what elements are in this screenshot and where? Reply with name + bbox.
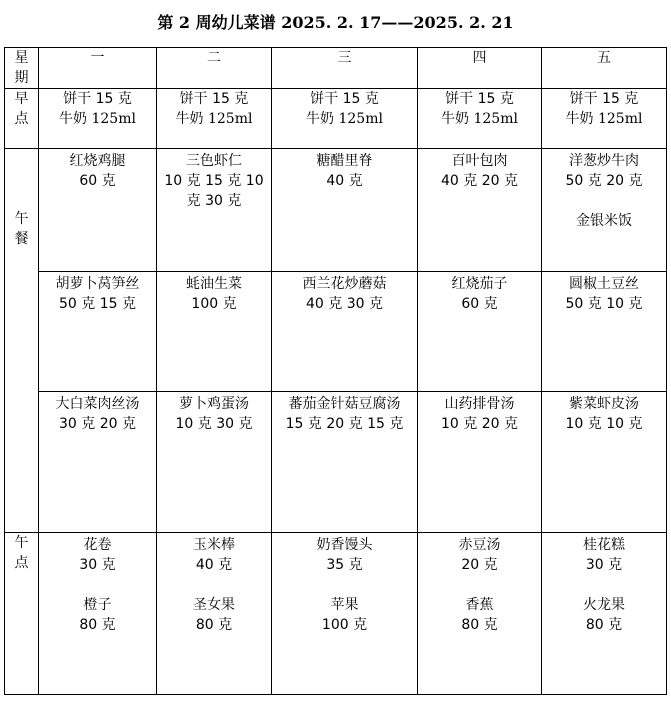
lunch-soup-cell — [418, 392, 542, 533]
row-label-snack — [5, 533, 39, 695]
lunch-soup-cell — [272, 392, 418, 533]
label-char: 点 — [14, 555, 29, 571]
dish-name: 圆椒土豆丝 — [569, 276, 639, 292]
breakfast-item: 饼干 15 克 — [63, 91, 132, 107]
dish-name: 西兰花炒蘑菇 — [302, 276, 387, 292]
snack-item: 花卷 — [83, 537, 112, 553]
breakfast-item: 饼干 15 克 — [569, 91, 639, 107]
snack-item: 玉米棒 — [193, 537, 235, 553]
label-char: 点 — [14, 111, 29, 127]
breakfast-item: 牛奶 125ml — [175, 111, 253, 127]
fruit-amount: 80 克 — [79, 617, 116, 633]
day-header-fri: 五 — [542, 48, 667, 89]
lunch-side-cell — [542, 272, 667, 392]
breakfast-row — [5, 89, 667, 149]
dish-name: 大白菜肉丝汤 — [55, 396, 140, 412]
dish-amount: 15 克 20 克 15 克 — [285, 416, 404, 432]
fruit-item: 圣女果 — [193, 597, 235, 613]
dish-amount: 50 克 15 克 — [59, 296, 136, 312]
lunch-soup-cell — [39, 392, 157, 533]
row-label-breakfast — [5, 89, 39, 149]
dish-amount: 50 克 20 克 — [565, 173, 643, 189]
breakfast-item: 牛奶 125ml — [565, 111, 643, 127]
lunch-side-cell — [39, 272, 157, 392]
snack-amount: 35 克 — [326, 557, 363, 573]
page-title: 第 2 周幼儿菜谱 2025. 2. 17——2025. 2. 21 — [157, 13, 514, 32]
dish-amount: 60 克 — [461, 296, 498, 312]
snack-amount: 20 克 — [461, 557, 498, 573]
snack-cell — [272, 533, 418, 695]
fruit-amount: 80 克 — [585, 617, 623, 633]
dish-name: 山药排骨汤 — [444, 396, 515, 412]
snack-row — [5, 533, 667, 695]
day-header-mon: 一 — [39, 48, 157, 89]
snack-cell — [39, 533, 157, 695]
snack-item: 奶香馒头 — [316, 537, 373, 553]
menu-table — [4, 47, 667, 695]
dish-name: 糖醋里脊 — [316, 153, 373, 169]
day-header-wed: 三 — [272, 48, 418, 89]
dish-amount: 100 克 — [191, 296, 237, 312]
lunch-main-cell — [157, 149, 272, 272]
dish-name: 萝卜鸡蛋汤 — [179, 396, 249, 412]
breakfast-cell — [418, 89, 542, 149]
dish-name: 百叶包肉 — [451, 153, 508, 169]
snack-cell — [542, 533, 667, 695]
fruit-item: 苹果 — [330, 597, 359, 613]
lunch-main-cell — [39, 149, 157, 272]
dish-name: 红烧茄子 — [451, 276, 508, 292]
dish-name: 蚝油生菜 — [186, 276, 242, 292]
fruit-item: 火龙果 — [583, 597, 625, 613]
dish-name: 胡萝卜莴笋丝 — [55, 276, 140, 292]
label-char: 早 — [14, 91, 29, 107]
snack-amount: 30 克 — [79, 557, 116, 573]
snack-amount: 40 克 — [195, 557, 233, 573]
day-header-thu: 四 — [418, 48, 542, 89]
dish-amount: 40 克 — [326, 173, 363, 189]
breakfast-item: 饼干 15 克 — [445, 91, 514, 107]
snack-amount: 30 克 — [585, 557, 623, 573]
row-label-week — [5, 48, 39, 89]
breakfast-cell — [272, 89, 418, 149]
fruit-amount: 80 克 — [461, 617, 498, 633]
dish-amount: 10 克 20 克 — [441, 416, 518, 432]
label-char: 星 — [14, 50, 29, 66]
dish-name: 三色虾仁 — [186, 153, 242, 169]
label-char: 餐 — [14, 231, 29, 247]
dish-amount: 60 克 — [79, 173, 116, 189]
dish-name: 红烧鸡腿 — [69, 153, 126, 169]
breakfast-item: 牛奶 125ml — [59, 111, 136, 127]
lunch-soup-cell — [542, 392, 667, 533]
lunch-side-cell — [157, 272, 272, 392]
snack-cell — [157, 533, 272, 695]
lunch-soup-cell — [157, 392, 272, 533]
dish-amount: 40 克 30 克 — [306, 296, 383, 312]
lunch-soup-row — [5, 392, 667, 533]
dish-amount: 10 克 15 克 10 — [164, 173, 264, 189]
breakfast-item: 饼干 15 克 — [310, 91, 379, 107]
breakfast-item: 饼干 15 克 — [179, 91, 249, 107]
lunch-main-cell — [418, 149, 542, 272]
lunch-side-row — [5, 272, 667, 392]
lunch-main-cell — [272, 149, 418, 272]
breakfast-cell — [157, 89, 272, 149]
lunch-main-row — [5, 149, 667, 272]
label-char: 午 — [14, 211, 29, 227]
fruit-amount: 80 克 — [195, 617, 233, 633]
dish-amount: 克 30 克 — [186, 193, 242, 209]
dish-amount: 10 克 30 克 — [175, 416, 253, 432]
fruit-item: 橙子 — [83, 597, 112, 613]
snack-cell — [418, 533, 542, 695]
label-char: 期 — [14, 70, 29, 86]
row-label-lunch — [5, 149, 39, 533]
lunch-main-cell — [542, 149, 667, 272]
fruit-item: 香蕉 — [465, 597, 494, 613]
day-header-tue: 二 — [157, 48, 272, 89]
dish-amount: 10 克 10 克 — [565, 416, 643, 432]
lunch-side-cell — [418, 272, 542, 392]
snack-item: 桂花糕 — [583, 537, 625, 553]
staple-food: 金银米饭 — [576, 213, 632, 229]
breakfast-cell — [542, 89, 667, 149]
label-char: 午 — [14, 535, 29, 551]
breakfast-item: 牛奶 125ml — [306, 111, 383, 127]
dish-amount: 30 克 20 克 — [59, 416, 136, 432]
lunch-side-cell — [272, 272, 418, 392]
breakfast-item: 牛奶 125ml — [441, 111, 518, 127]
dish-amount: 50 克 10 克 — [565, 296, 643, 312]
snack-item: 赤豆汤 — [458, 537, 501, 553]
fruit-amount: 100 克 — [321, 617, 368, 633]
dish-name: 紫菜虾皮汤 — [569, 396, 639, 412]
dish-amount: 40 克 20 克 — [441, 173, 518, 189]
breakfast-cell — [39, 89, 157, 149]
dish-name: 蕃茄金针菇豆腐汤 — [288, 396, 401, 412]
dish-name: 洋葱炒牛肉 — [569, 153, 639, 169]
header-row — [5, 48, 667, 89]
